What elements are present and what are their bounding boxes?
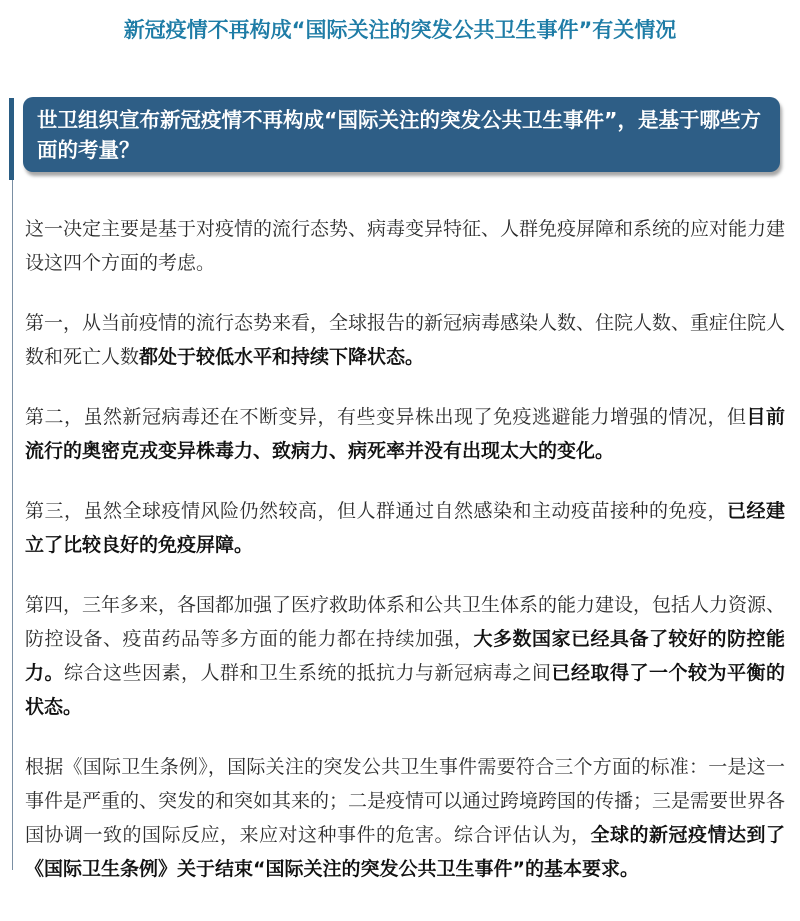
paragraph-point-3 [25, 494, 785, 562]
paragraph-text: 第三，虽然全球疫情风险仍然较高，但人群通过自然感染和主动疫苗接种的免疫， [25, 500, 727, 522]
paragraph-emphasis: 目前流行的奥密克戎变异株毒力、致病力、病死率并没有出现太大的变化。 [25, 406, 785, 462]
paragraph-text: 根据《国际卫生条例》，国际关注的突发公共卫生事件需要符合三个方面的标准：一是这一事件是严重的、突发的和突如其来的；二是疫情可以通过跨境跨国的传播；三是需要世界各国协调一致的国际反应，来应对这种事件的危害。综合评估认为， [25, 756, 786, 846]
paragraph-point-4 [25, 588, 785, 724]
page-title: 新冠疫情不再构成“国际关注的突发公共卫生事件”有关情况 [123, 18, 677, 42]
content-rail-divider [12, 98, 13, 870]
paragraph-point-2 [25, 400, 785, 468]
paragraph-emphasis: 已经取得了一个较为平衡的状态。 [25, 662, 785, 718]
question-header-box [23, 97, 780, 172]
paragraph-text: 第一，从当前疫情的流行态势来看，全球报告的新冠病毒感染人数、住院人数、重症住院人数和死亡人数 [25, 312, 786, 368]
paragraph-emphasis: 都处于较低水平和持续下降状态。 [139, 346, 425, 368]
paragraph-point-1 [25, 306, 785, 374]
paragraph-emphasis: 全球的新冠疫情达到了《国际卫生条例》关于结束“国际关注的突发公共卫生事件”的基本要求。 [25, 824, 785, 880]
paragraph-conclusion [25, 750, 785, 886]
paragraph-text: 第四，三年多来，各国都加强了医疗救助体系和公共卫生体系的能力建设，包括人力资源、防控设备、疫苗药品等多方面的能力都在持续加强， [25, 594, 786, 650]
rail-accent-bar [9, 98, 14, 180]
question-heading: 世卫组织宣布新冠疫情不再构成“国际关注的突发公共卫生事件”，是基于哪些方面的考量？ [37, 108, 761, 162]
paragraph-text: 这一决定主要是基于对疫情的流行态势、病毒变异特征、人群免疫屏障和系统的应对能力建设这四个方面的考虑。 [25, 218, 786, 274]
article-body [25, 212, 785, 912]
paragraph-text: 综合这些因素，人群和卫生系统的抵抗力与新冠病毒之间 [64, 662, 552, 684]
paragraph-intro [25, 212, 785, 280]
paragraph-emphasis: 大多数国家已经具备了较好的防控能力。 [25, 628, 785, 684]
paragraph-text: 第二，虽然新冠病毒还在不断变异，有些变异株出现了免疫逃避能力增强的情况，但 [25, 406, 747, 428]
paragraph-emphasis: 已经建立了比较良好的免疫屏障。 [25, 500, 785, 556]
